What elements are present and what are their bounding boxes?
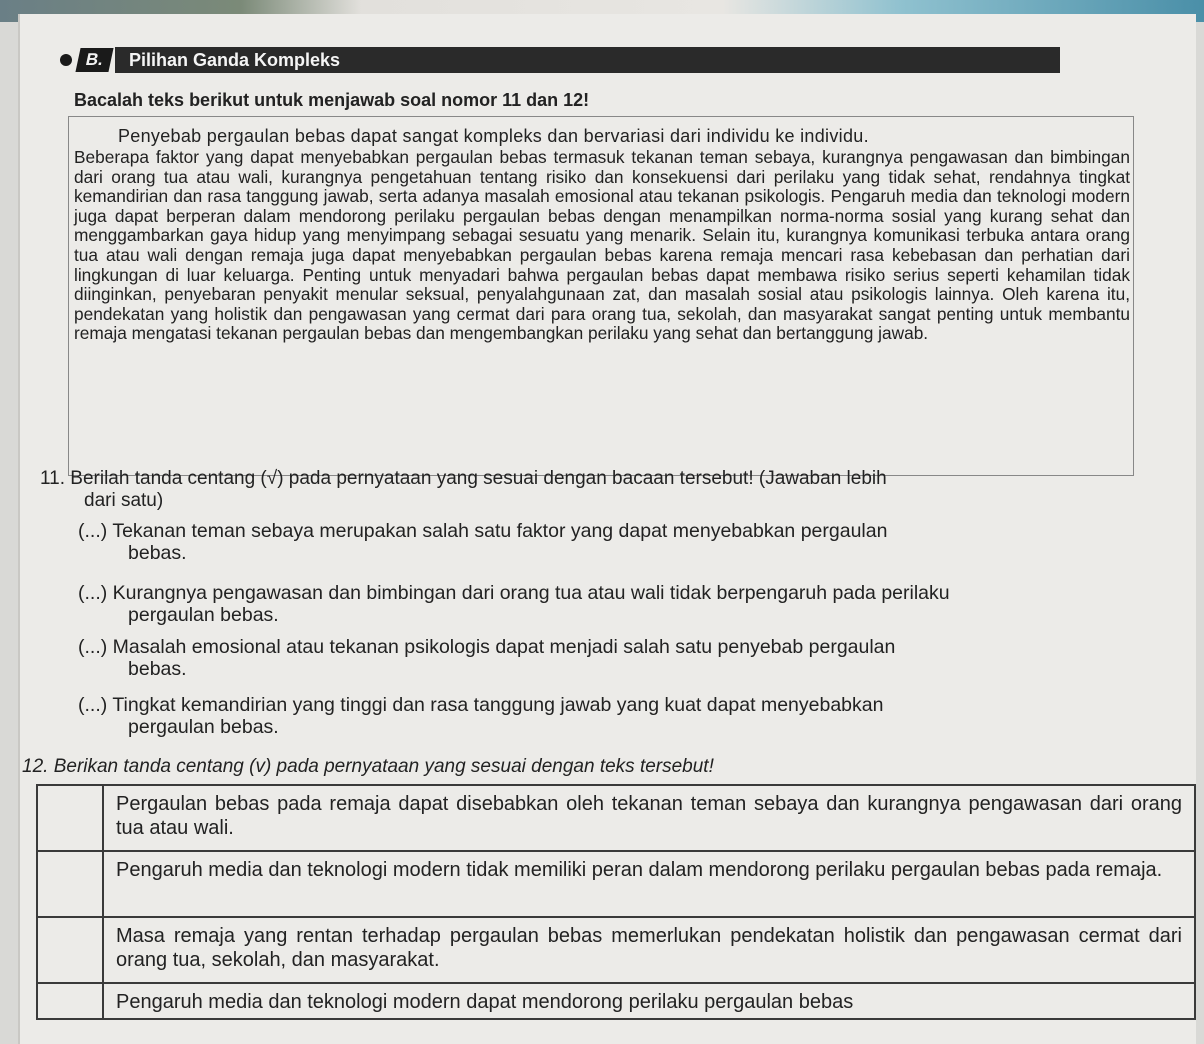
- checkbox-cell[interactable]: [37, 851, 103, 917]
- option-text: Kurangnya pengawasan dan bimbingan dari orang tua atau wali tidak berpengaruh pada perilaku: [112, 582, 950, 604]
- question-prompt-cont: dari satu): [84, 490, 164, 511]
- option-2: [78, 582, 1168, 626]
- option-text-cont: pergaulan bebas.: [128, 716, 279, 738]
- table-row: [37, 785, 1195, 851]
- checkbox-cell[interactable]: [37, 917, 103, 983]
- section-title: Pilihan Ganda Kompleks: [115, 47, 1060, 73]
- section-header: [60, 46, 1060, 74]
- statement-text: Pengaruh media dan teknologi modern tidak memiliki peran dalam mendorong perilaku pergaulan bebas pada remaja.: [103, 851, 1195, 917]
- option-text-cont: bebas.: [128, 658, 187, 680]
- reading-instruction: Bacalah teks berikut untuk menjawab soal nomor 11 dan 12!: [74, 90, 590, 110]
- checkbox-cell[interactable]: [37, 983, 103, 1019]
- table-row: [37, 851, 1195, 917]
- answer-blank[interactable]: (...): [78, 520, 108, 542]
- option-text: Tingkat kemandirian yang tinggi dan rasa tanggung jawab yang kuat dapat menyebabkan: [112, 694, 884, 716]
- checkbox-cell[interactable]: [37, 785, 103, 851]
- option-text: Tekanan teman sebaya merupakan salah satu faktor yang dapat menyebabkan pergaulan: [112, 520, 888, 542]
- option-text-cont: pergaulan bebas.: [128, 604, 279, 626]
- table-row: [37, 983, 1195, 1019]
- option-text: Masalah emosional atau tekanan psikologis dapat menjadi salah satu penyebab pergaulan: [112, 636, 896, 658]
- question-number: 11.: [40, 468, 66, 489]
- statement-text: Pergaulan bebas pada remaja dapat disebabkan oleh tekanan teman sebaya dan kurangnya pengawasan dari orang tua atau wali.: [103, 785, 1195, 851]
- question-12: [22, 756, 1172, 778]
- answer-blank[interactable]: (...): [78, 636, 108, 658]
- passage-body: Beberapa faktor yang dapat menyebabkan pergaulan bebas termasuk tekanan teman sebaya, kurangnya pengawasan dan bimbingan dari orang tua atau wali, kurangnya pengetahuan tentang risiko dan konsekuensi dari perilaku yang tidak sehat, rendahnya tingkat kemandirian dan rasa tanggung jawab, serta adanya masalah emosional atau tekanan psikologis. Pengaruh media dan teknologi modern juga dapat berperan dalam mendorong perilaku pergaulan bebas dengan menampilkan norma-norma sosial yang kurang sehat dan menggambarkan gaya hidup yang menyimpang sebagai sesuatu yang menarik. Selain itu, kurangnya komunikasi terbuka antara orang tua atau wali dengan remaja juga dapat menyebabkan pergaulan bebas karena remaja mencari rasa kebebasan dan perhatian dari lingkungan di luar keluarga. Penting untuk menyadari bahwa pergaulan bebas dapat membawa risiko serius seperti kehamilan tidak diinginkan, penyebaran penyakit menular seksual, penyalahgunaan zat, dan masalah sosial atau psikologis lainnya. Oleh karena itu, pendekatan yang holistik dan pengawasan yang cermat dari para orang tua, sekolah, dan masyarakat sangat penting untuk membantu remaja mengatasi tekanan pergaulan bebas dan mengembangkan perilaku yang sehat dan bertanggung jawab.: [74, 147, 1130, 344]
- option-1: [78, 520, 1168, 564]
- option-text-cont: bebas.: [128, 542, 187, 564]
- section-letter: B.: [75, 48, 113, 72]
- question-prompt: Berilah tanda centang (√) pada pernyataan yang sesuai dengan bacaan tersebut! (Jawaban lebih: [70, 468, 887, 489]
- table-row: [37, 917, 1195, 983]
- question-11: [40, 468, 1170, 512]
- passage-title: Penyebab pergaulan bebas dapat sangat kompleks dan bervariasi dari individu ke individu.: [118, 126, 869, 146]
- question-prompt: Berikan tanda centang (v) pada pernyataan yang sesuai dengan teks tersebut!: [53, 756, 714, 777]
- answer-blank[interactable]: (...): [78, 694, 108, 716]
- question-number: 12.: [22, 756, 49, 777]
- statement-table: [36, 784, 1196, 1020]
- bullet-icon: [60, 54, 72, 66]
- statement-text: Pengaruh media dan teknologi modern dapat mendorong perilaku pergaulan bebas: [103, 983, 1195, 1019]
- option-3: [78, 636, 1168, 680]
- option-4: [78, 694, 1168, 738]
- statement-text: Masa remaja yang rentan terhadap pergaulan bebas memerlukan pendekatan holistik dan pengawasan cermat dari orang tua, sekolah, dan masyarakat.: [103, 917, 1195, 983]
- answer-blank[interactable]: (...): [78, 582, 108, 604]
